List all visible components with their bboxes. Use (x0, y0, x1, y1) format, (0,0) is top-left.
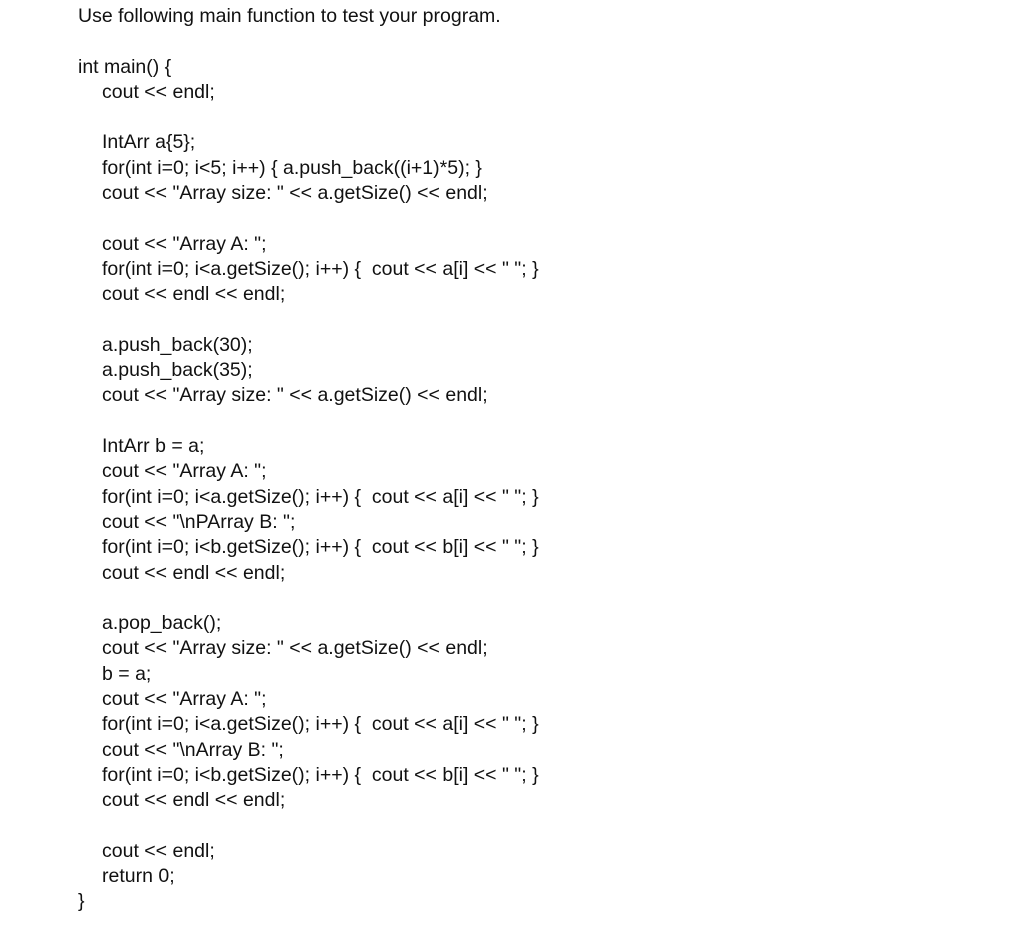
code-line: cout << endl << endl; (102, 561, 286, 584)
code-line: cout << endl; (102, 839, 215, 862)
code-line: a.push_back(35); (102, 359, 253, 382)
code-line: cout << "Array A: "; (102, 460, 267, 483)
code-line: b = a; (102, 662, 152, 685)
code-line: cout << "Array size: " << a.getSize() << endl; (102, 384, 488, 407)
code-header: int main() { (78, 55, 172, 78)
code-line: cout << "\nArray B: "; (102, 738, 284, 761)
code-line: IntArr a{5}; (102, 131, 196, 154)
code-line: for(int i=0; i<a.getSize(); i++) { cout << a[i] << " "; } (102, 713, 539, 736)
intro-text: Use following main function to test your program. (78, 5, 501, 27)
code-line: IntArr b = a; (102, 435, 205, 458)
code-line: cout << "Array A: "; (102, 688, 267, 711)
blank-line (78, 586, 1008, 611)
code-line: cout << endl << endl; (102, 789, 286, 812)
code-line: a.push_back(30); (102, 333, 253, 356)
code-line: for(int i=0; i<a.getSize(); i++) { cout << a[i] << " "; } (102, 257, 539, 280)
code-footer: } (78, 890, 85, 913)
code-line: a.pop_back(); (102, 612, 222, 635)
code-line: cout << "\nPArray B: "; (102, 510, 296, 533)
spacer (78, 29, 1008, 54)
code-line: for(int i=0; i<b.getSize(); i++) { cout << b[i] << " "; } (102, 763, 539, 786)
code-line: cout << "Array size: " << a.getSize() << endl; (102, 182, 488, 205)
code-line: cout << endl; (102, 80, 215, 103)
code-line: for(int i=0; i<5; i++) { a.push_back((i+1)*5); } (102, 156, 482, 179)
blank-line (78, 308, 1008, 333)
document-page (78, 4, 1008, 915)
blank-line (78, 105, 1008, 130)
code-block (78, 55, 1008, 915)
code-line: return 0; (102, 865, 175, 888)
blank-line (78, 814, 1008, 839)
code-line: cout << "Array A: "; (102, 232, 267, 255)
code-line: for(int i=0; i<b.getSize(); i++) { cout << b[i] << " "; } (102, 536, 539, 559)
blank-line (78, 206, 1008, 231)
code-line: for(int i=0; i<a.getSize(); i++) { cout << a[i] << " "; } (102, 485, 539, 508)
code-line: cout << endl << endl; (102, 283, 286, 306)
code-line: cout << "Array size: " << a.getSize() << endl; (102, 637, 488, 660)
code-body (78, 80, 1008, 890)
blank-line (78, 409, 1008, 434)
